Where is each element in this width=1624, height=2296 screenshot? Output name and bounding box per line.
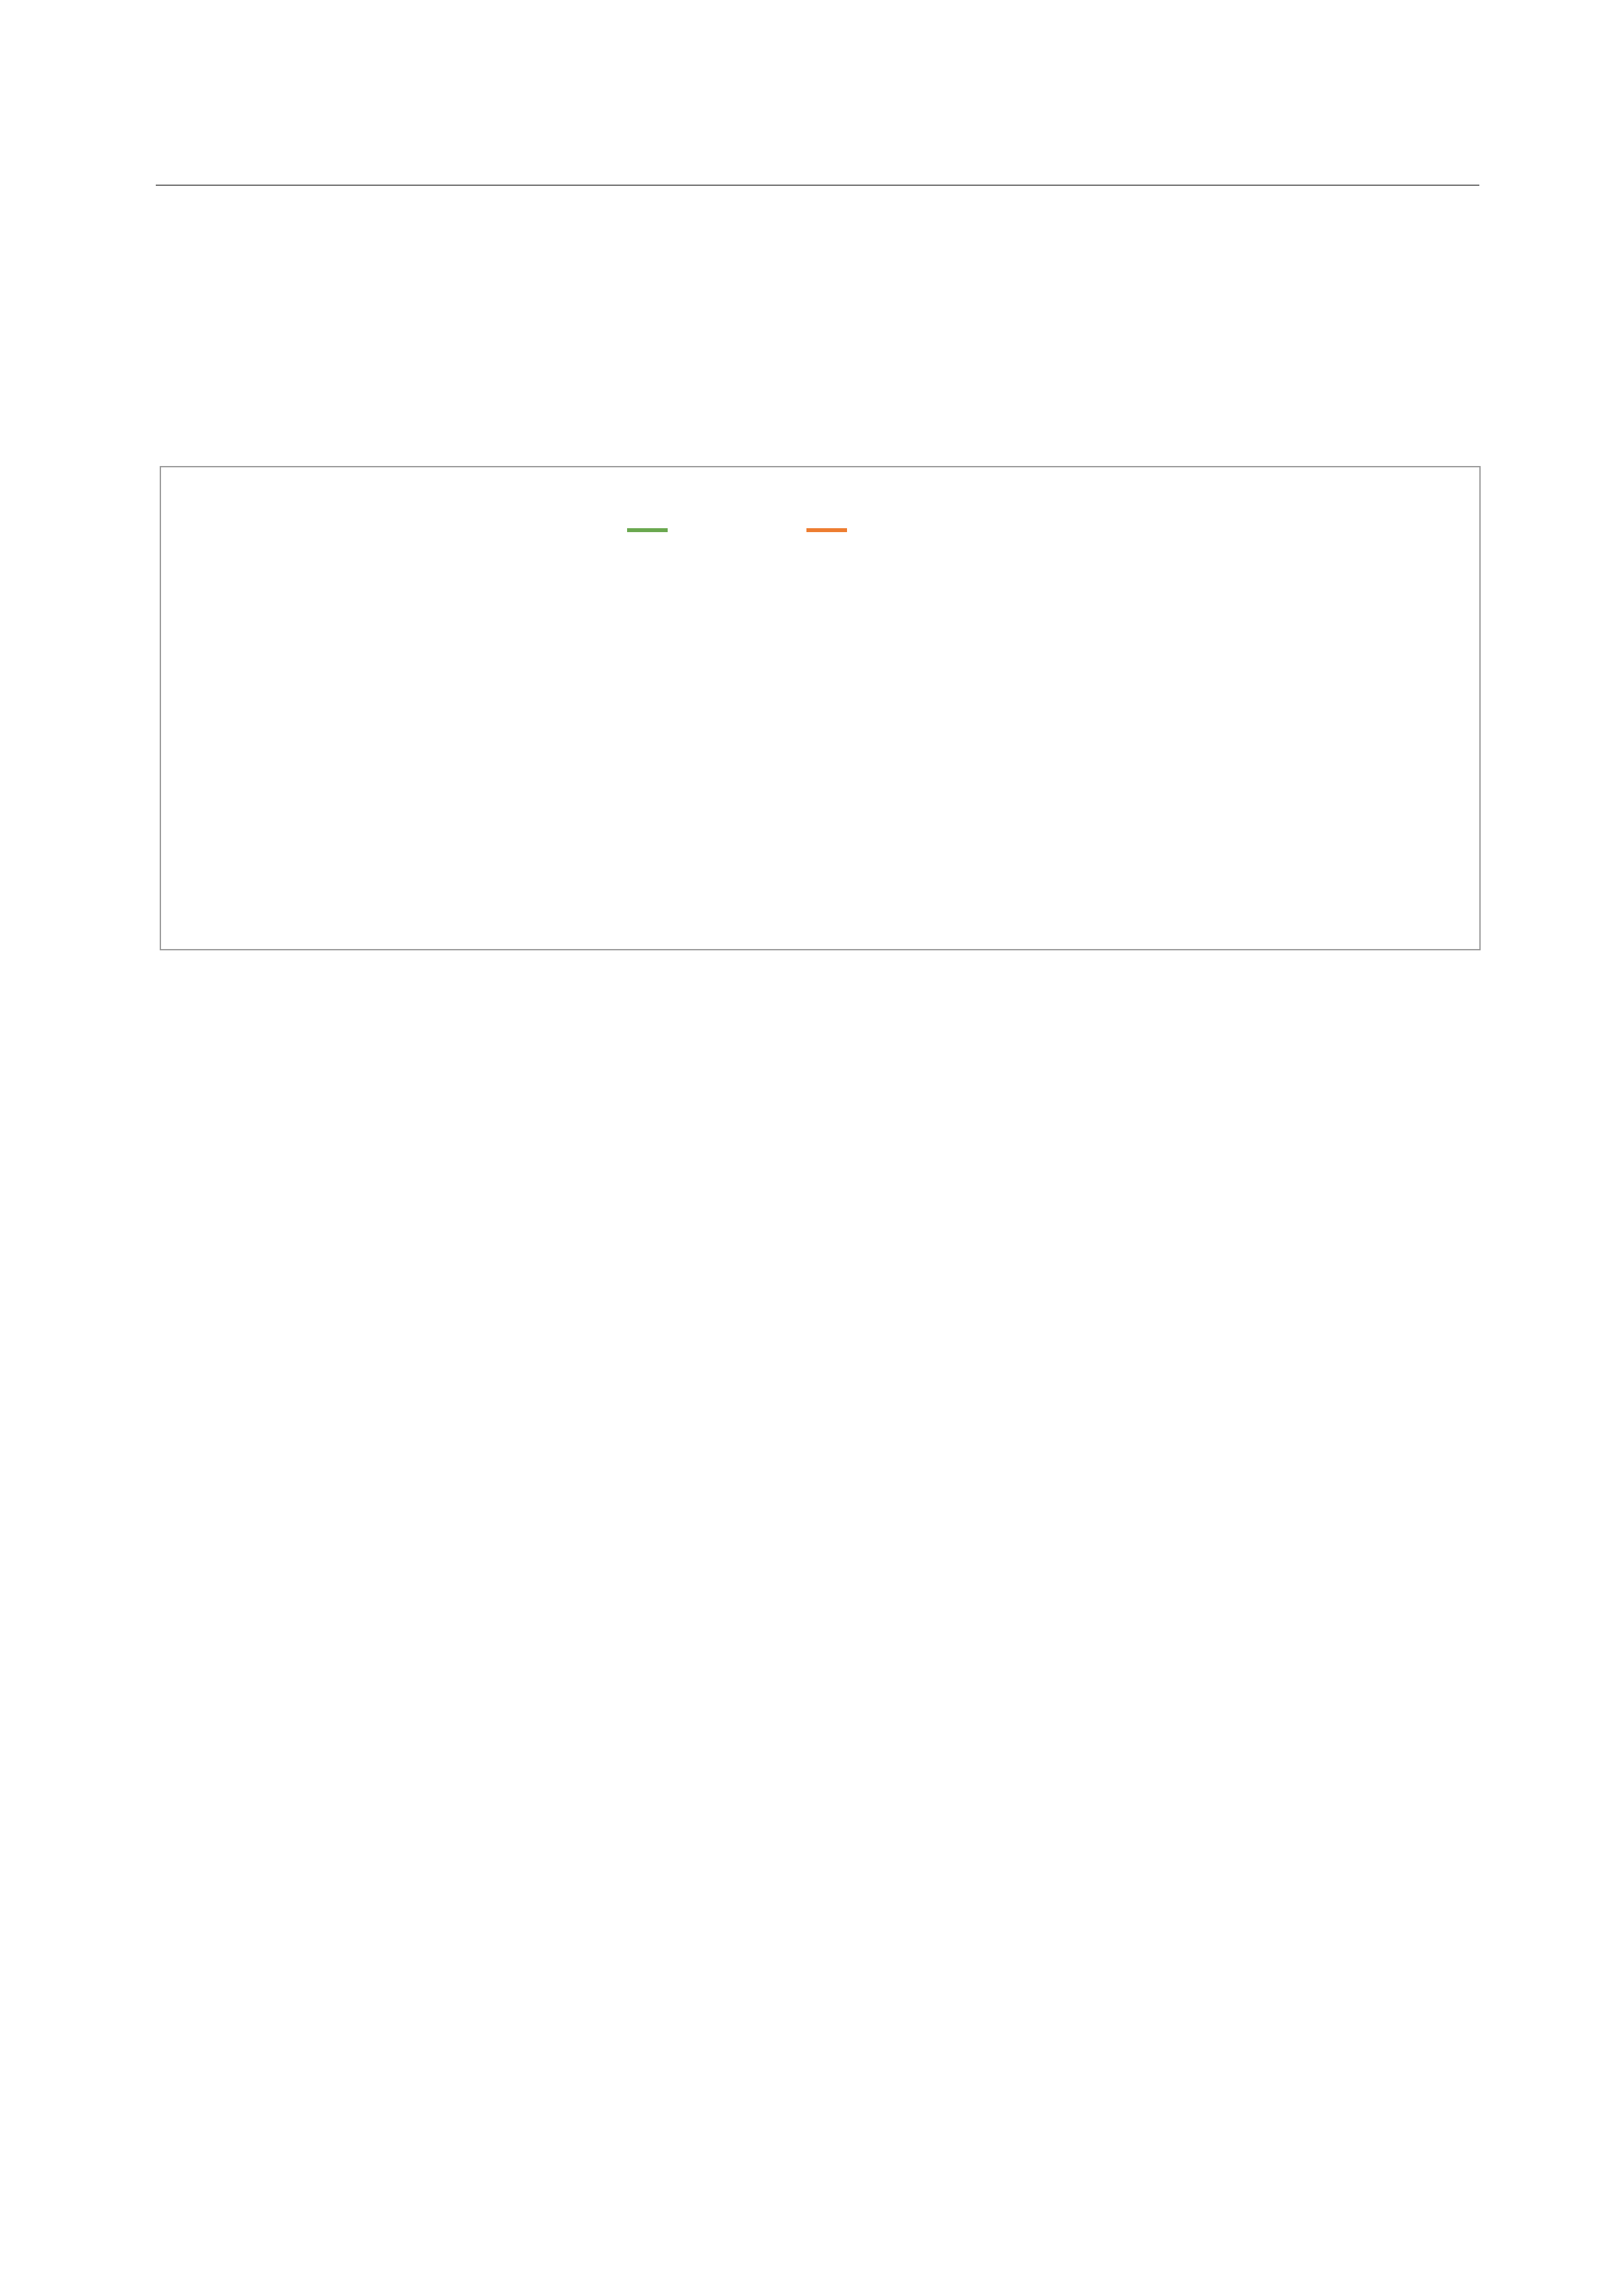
chart-canvas bbox=[161, 467, 1479, 949]
chart-figure bbox=[160, 466, 1481, 950]
header-divider bbox=[156, 185, 1479, 186]
